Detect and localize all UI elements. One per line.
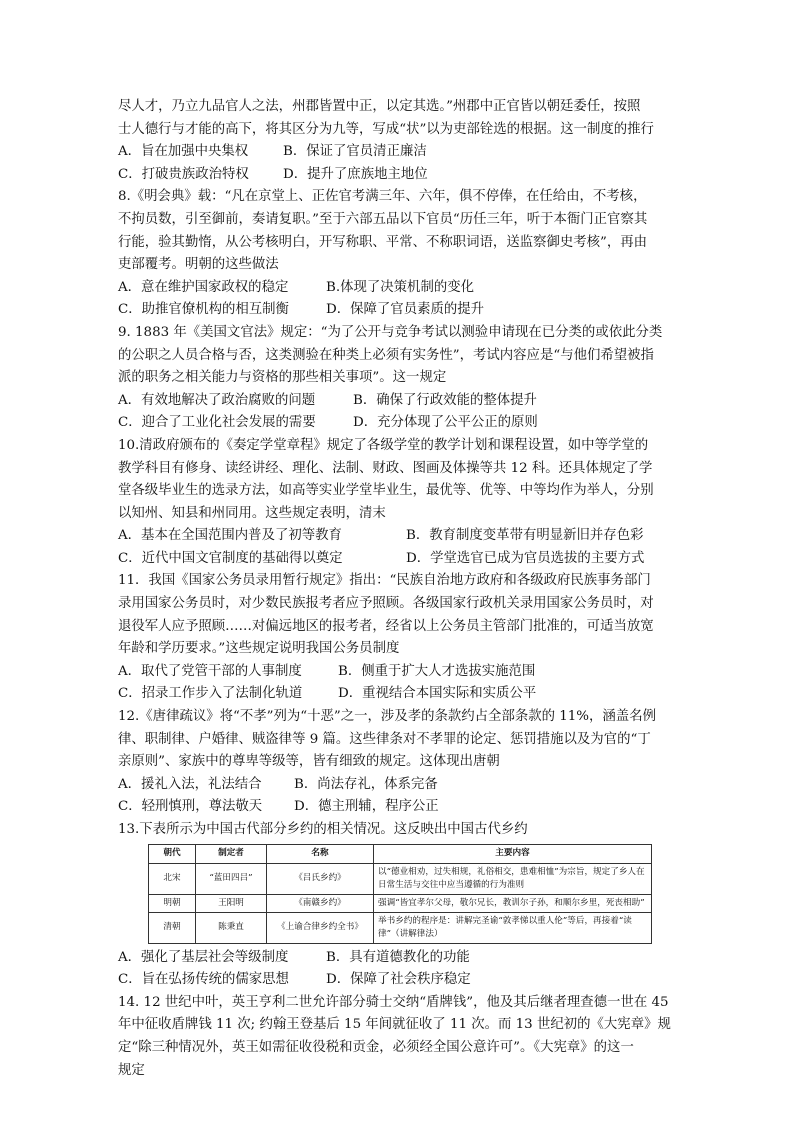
q10-option-d[interactable]: D．学堂选官已成为官员选拔的主要方式 <box>406 550 645 566</box>
q11-line-3: 退役军人应予照顾……对偏远地区的报考者，经省以上公务员主管部门批准的，可适当放宽 <box>118 618 654 634</box>
header-dynasty: 朝代 <box>149 844 196 863</box>
q11-options-row-2 <box>118 683 678 706</box>
q11-option-c[interactable]: C．招录工作步入了法制化轨道 <box>118 686 303 702</box>
q8-option-c[interactable]: C．助推官僚机构的相互制衡 <box>118 302 289 318</box>
q8-line-3: 行能，验其勤惰，从公考核明白，开写称职、平常、不称职词语，送监察御史考核”，再由 <box>118 234 648 250</box>
q8-line-2: 不拘员数，引至御前，奏请复职。”至于六部五品以下官员“历任三年，听于本衙门正官察其 <box>118 211 648 227</box>
q9-options-row-1 <box>118 390 678 413</box>
q9-option-c[interactable]: C．迎合了工业化社会发展的需要 <box>118 415 316 431</box>
header-content: 主要内容 <box>374 844 652 863</box>
q9-line-2: 的公职之人员合格与否，这类测验在种类上必须有实务性”，考试内容应是“与他们希望被指 <box>118 347 654 363</box>
q12-option-d[interactable]: D．德主刑辅，程序公正 <box>294 799 439 815</box>
q13-table-wrapper <box>148 844 652 944</box>
q10-options-row-1 <box>118 525 678 548</box>
q10-option-a[interactable]: A．基本在全国范围内普及了初等教育 <box>118 528 342 544</box>
q11-options-row-1 <box>118 661 678 684</box>
cell-name: 《上谕合律乡约全书》 <box>267 912 374 943</box>
q12-option-c[interactable]: C．轻刑慎刑，尊法敬天 <box>118 799 263 815</box>
q10-line-3: 堂各级毕业生的选录方法，如高等实业学堂毕业生，最优等、优等、中等均作为举人，分别 <box>118 483 654 499</box>
q7-line-1: 尽人才，乃立九品官人之法，州郡皆置中正，以定其选。”州郡中正官皆以朝廷委任，按照 <box>118 99 641 114</box>
q9-option-b[interactable]: B．确保了行政效能的整体提升 <box>353 392 537 408</box>
q12-options-row-2 <box>118 796 678 819</box>
q10-line-1: 10.清政府颁布的《奏定学堂章程》规定了各级学堂的教学计划和课程设置，如中等学堂的 <box>118 437 649 453</box>
q8-options-row-1 <box>118 277 678 300</box>
q7-options-row-2 <box>118 164 678 187</box>
q14-line-4: 规定 <box>118 1062 145 1078</box>
header-name: 名称 <box>267 844 374 863</box>
q7-option-c[interactable]: C．打破贵族政治特权 <box>118 166 249 182</box>
q7-option-a[interactable]: A．旨在加强中央集权 <box>118 144 249 160</box>
table-row <box>149 912 652 943</box>
q7-options-row-1 <box>118 141 678 164</box>
q11-line-2: 录用国家公务员时，对少数民族报考者应予照顾。各级国家行政机关录用国家公务员时，对 <box>118 596 654 612</box>
q13-options-row-1 <box>118 947 678 970</box>
q11-option-d[interactable]: D．重视结合本国实际和实质公平 <box>338 686 537 702</box>
q10-option-c[interactable]: C．近代中国文官制度的基础得以奠定 <box>118 550 343 566</box>
cell-dynasty: 北宋 <box>149 863 196 894</box>
q8-options-row-2 <box>118 299 678 322</box>
q10-option-b[interactable]: B．教育制度变革带有明显新旧并存色彩 <box>406 528 644 544</box>
q8-option-b[interactable]: B.体现了决策机制的变化 <box>326 279 475 295</box>
cell-name: 《吕氏乡约》 <box>267 863 374 894</box>
q14-line-2: 年中征收盾牌钱 11 次; 约翰王登基后 15 年间就征收了 11 次。而 13 世纪初的《大宪章》规 <box>118 1017 671 1033</box>
q7-line-2: 士人德行与才能的高下，将其区分为九等，写成“状”以为吏部铨选的根据。这一制度的推行 <box>118 121 654 137</box>
cell-author: “蓝田四吕” <box>196 863 267 894</box>
table-header-row <box>149 844 652 863</box>
q13-table <box>148 844 652 944</box>
q13-line-1: 13.下表所示为中国古代部分乡约的相关情况。这反映出中国古代乡约 <box>118 822 528 837</box>
q13-option-d[interactable]: D．保障了社会秩序稳定 <box>326 972 471 988</box>
q8-option-d[interactable]: D．保障了官员素质的提升 <box>326 302 485 318</box>
table-row <box>149 863 652 894</box>
q12-line-1: 12.《唐律疏议》将“不孝”列为“十恶”之一，涉及孝的条款约占全部条款的 11%，涵盖名例 <box>118 709 656 725</box>
cell-content: 以“德业相劝，过失相规，礼俗相交，患难相恤”为宗旨，规定了乡人在日常生活与交往中应当遵循的行为准则 <box>374 863 652 894</box>
q9-line-1: 9. 1883 年《美国文官法》规定：“为了公开与竞争考试以测验申请现在已分类的或依此分类 <box>118 324 663 340</box>
q11-option-b[interactable]: B．侧重于扩大人才选拔实施范围 <box>338 663 536 679</box>
q12-option-a[interactable]: A．援礼入法，礼法结合 <box>118 776 262 792</box>
q10-options-row-2 <box>118 548 678 571</box>
q13-options-row-2 <box>118 969 678 992</box>
q9-option-a[interactable]: A．有效地解决了政治腐败的问题 <box>118 392 316 408</box>
q11-option-a[interactable]: A．取代了党管干部的人事制度 <box>118 663 302 679</box>
q11-line-1: 11．我国《国家公务员录用暂行规定》指出：“民族自治地方政府和各级政府民族事务部门 <box>118 573 651 589</box>
q13-option-b[interactable]: B．具有道德教化的功能 <box>326 949 470 965</box>
table-row <box>149 894 652 912</box>
q9-option-d[interactable]: D．充分体现了公平公正的原则 <box>353 415 538 431</box>
cell-dynasty: 明朝 <box>149 894 196 912</box>
q13-option-c[interactable]: C．旨在弘扬传统的儒家思想 <box>118 972 289 988</box>
cell-dynasty: 清朝 <box>149 912 196 943</box>
exam-page <box>118 96 678 1082</box>
cell-content: 强调“皆宜孝尔父母，敬尔兄长，教训尔子孙，和顺尔乡里，死丧相助” <box>374 894 652 912</box>
q12-option-b[interactable]: B．尚法存礼，体系完备 <box>294 776 438 792</box>
q7-option-b[interactable]: B．保证了官员清正廉洁 <box>283 144 427 160</box>
q14-line-1: 14. 12 世纪中叶，英王亨利二世允许部分骑士交纳“盾牌钱”，他及其后继者理查德一世在 45 <box>118 994 669 1010</box>
cell-name: 《南赣乡约》 <box>267 894 374 912</box>
q8-line-1: 8.《明会典》载：“凡在京堂上、正佐官考满三年、六年，俱不停俸，在任给由，不考核， <box>118 189 647 205</box>
cell-author: 王阳明 <box>196 894 267 912</box>
q12-line-2: 律、职制律、户婚律、贼盗律等 9 篇。这些律条对不孝罪的论定、惩罚措施以及为官的“丁 <box>118 731 651 747</box>
q14-line-3: 定“除三种情况外，英王如需征收役税和贡金，必须经全国公意许可”。《大宪章》的这一 <box>118 1039 634 1055</box>
q11-line-4: 年龄和学历要求。”这些规定说明我国公务员制度 <box>118 641 400 657</box>
q9-line-3: 派的职务之相关能力与资格的那些相关事项”。这一规定 <box>118 370 447 386</box>
q10-line-4: 以知州、知县和州同用。这些规定表明，清末 <box>118 505 386 521</box>
q12-line-3: 亲原则”、家族中的尊卑等级等，皆有细致的规定。这体现出唐朝 <box>118 754 500 770</box>
cell-content: 举书乡约的程序是：讲解完圣谕“敦孝悌以重人伦”等后，再接着“读律”（讲解律法） <box>374 912 652 943</box>
q10-line-2: 教学科目有修身、读经讲经、理化、法制、财政、图画及体操等共 12 科。还具体规定了学 <box>118 460 653 476</box>
q7-option-d[interactable]: D．提升了庶族地主地位 <box>283 166 428 182</box>
cell-author: 陈秉直 <box>196 912 267 943</box>
q8-line-4: 吏部覆考。明朝的这些做法 <box>118 257 279 273</box>
q9-options-row-2 <box>118 412 678 435</box>
q13-option-a[interactable]: A．强化了基层社会等级制度 <box>118 949 289 965</box>
header-author: 制定者 <box>196 844 267 863</box>
q12-options-row-1 <box>118 774 678 797</box>
q8-option-a[interactable]: A．意在维护国家政权的稳定 <box>118 279 289 295</box>
